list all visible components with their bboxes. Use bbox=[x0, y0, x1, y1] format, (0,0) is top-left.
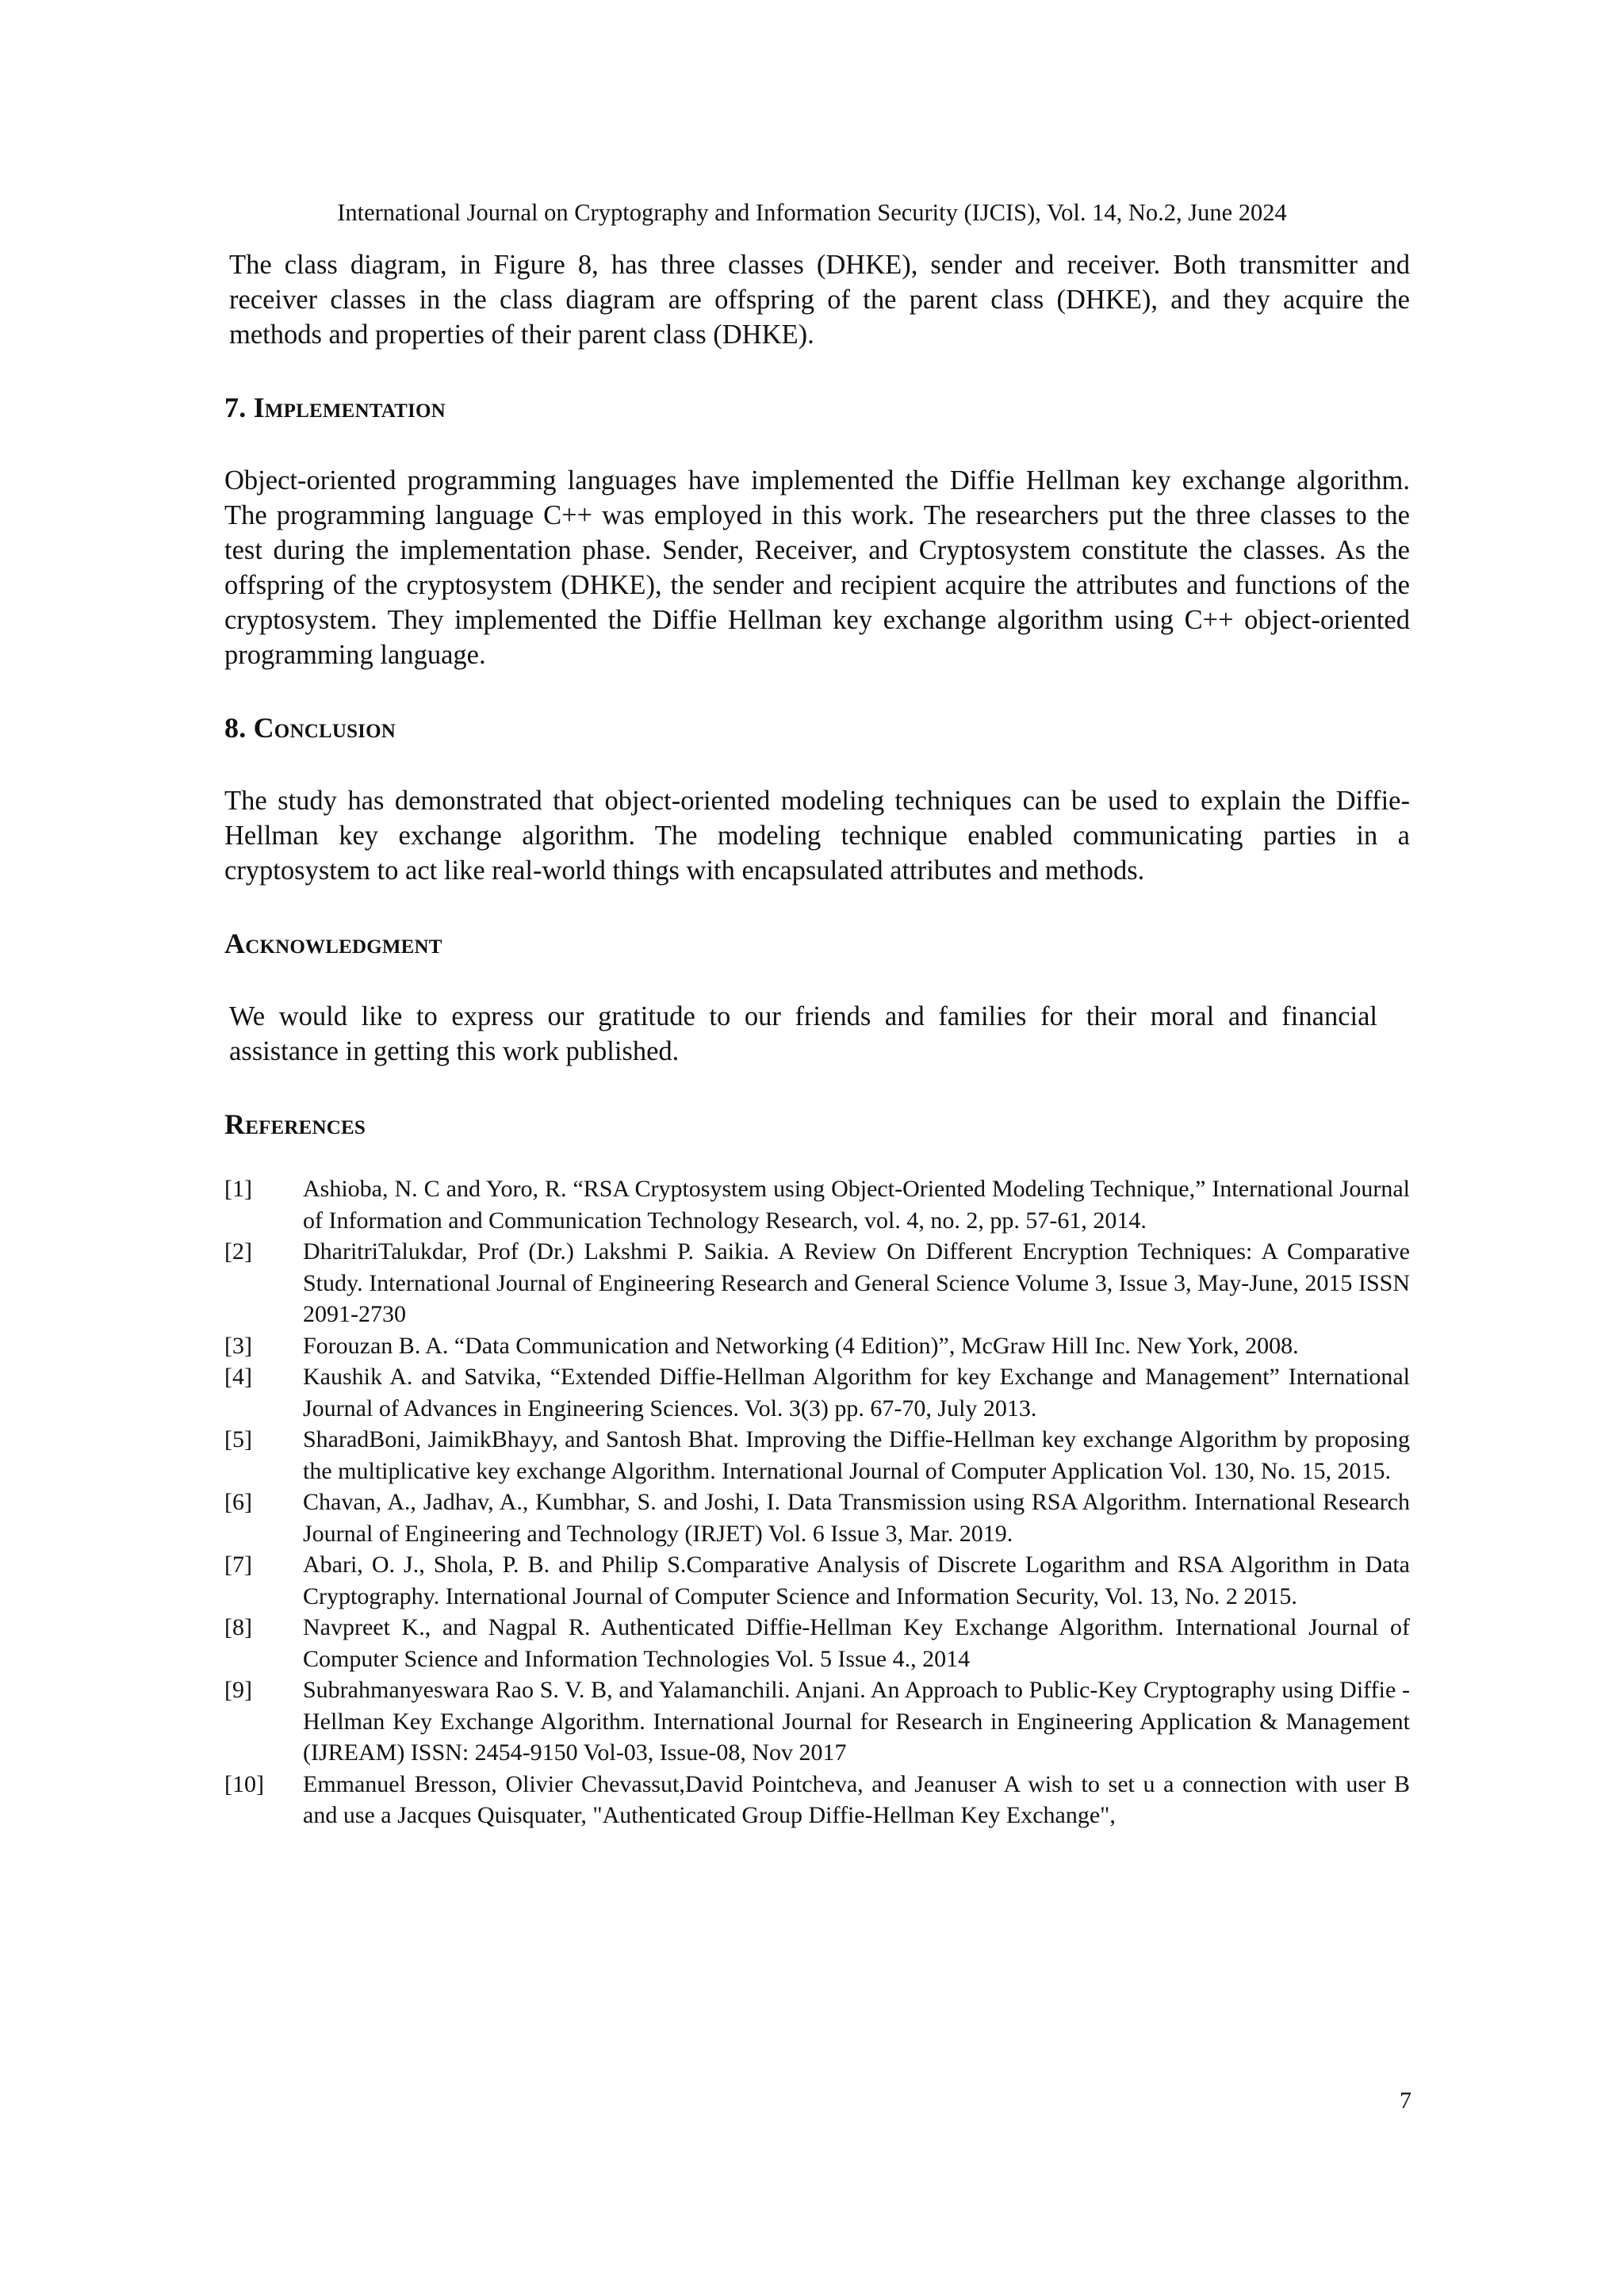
reference-item bbox=[224, 1549, 1410, 1612]
intro-paragraph: The class diagram, in Figure 8, has three classes (DHKE), sender and receiver. Both transmitter and receiver classes in the class diagram are offspring of the parent class (DHKE), and they acquire the methods and properties of their parent class (DHKE). bbox=[229, 250, 1410, 350]
reference-text: Emmanuel Bresson, Olivier Chevassut,David Pointcheva, and Jeanuser A wish to set u a connection with user B and use a Jacques Quisquater, "Authenticated Group Diffie-Hellman Key Exchange", bbox=[303, 1770, 1410, 1828]
reference-list bbox=[224, 1173, 1410, 1831]
reference-number: [5] bbox=[224, 1426, 252, 1452]
reference-text: SharadBoni, JaimikBhayy, and Santosh Bhat. Improving the Diffie-Hellman key exchange Algorithm by proposing the multiplicative key exchange Algorithm. International Journal of Computer Application Vol. 130, No. 15, 2015. bbox=[303, 1426, 1410, 1484]
reference-text: Subrahmanyeswara Rao S. V. B, and Yalamanchili. Anjani. An Approach to Public-Key Cryptography using Diffie - Hellman Key Exchange Algorithm. International Journal for Research in Engineering Application & Management (IJREAM) ISSN: 2454-9150 Vol-03, Issue-08, Nov 2017 bbox=[303, 1677, 1410, 1766]
reference-text: Navpreet K., and Nagpal R. Authenticated Diffie-Hellman Key Exchange Algorithm. International Journal of Computer Science and Information Technologies Vol. 5 Issue 4., 2014 bbox=[303, 1614, 1410, 1672]
acknowledgment-paragraph: We would like to express our gratitude to our friends and families for their moral and financial assistance in getting this work published. bbox=[229, 1001, 1377, 1066]
reference-item bbox=[224, 1487, 1410, 1549]
reference-item bbox=[224, 1173, 1410, 1236]
implementation-paragraph: Object-oriented programming languages have implemented the Diffie Hellman key exchange algorithm. The programming language C++ was employed in this work. The researchers put the three classes to the test during the implementation phase. Sender, Receiver, and Cryptosystem constitute the classes. As the offspring of the cryptosystem (DHKE), the sender and recipient acquire the attributes and functions of the cryptosystem. They implemented the Diffie Hellman key exchange algorithm using C++ object-oriented programming language. bbox=[224, 465, 1410, 670]
running-header: International Journal on Cryptography and Information Security (IJCIS), Vol. 14, No.2, June 2024 bbox=[337, 199, 1287, 226]
section-heading-conclusion: 8. Conclusion bbox=[224, 712, 396, 744]
conclusion-paragraph: The study has demonstrated that object-oriented modeling techniques can be used to explain the Diffie-Hellman key exchange algorithm. The modeling technique enabled communicating parties in a cryptosystem to act like real-world things with encapsulated attributes and methods. bbox=[224, 786, 1410, 886]
reference-number: [7] bbox=[224, 1552, 252, 1578]
reference-item bbox=[224, 1361, 1410, 1424]
section-heading-acknowledgment: Acknowledgment bbox=[224, 928, 442, 959]
reference-text: Abari, O. J., Shola, P. B. and Philip S.Comparative Analysis of Discrete Logarithm and RSA Algorithm in Data Cryptography. International Journal of Computer Science and Information Security, Vol. 13, No. 2 2015. bbox=[303, 1552, 1410, 1609]
reference-text: Forouzan B. A. “Data Communication and Networking (4 Edition)”, McGraw Hill Inc. New York, 2008. bbox=[303, 1332, 1299, 1359]
page-number: 7 bbox=[1400, 2087, 1411, 2114]
section-heading-references: References bbox=[224, 1108, 366, 1140]
page-content bbox=[224, 247, 1410, 1831]
reference-item bbox=[224, 1236, 1410, 1330]
reference-item bbox=[224, 1612, 1410, 1674]
reference-item bbox=[224, 1330, 1410, 1362]
section-heading-implementation: 7. Implementation bbox=[224, 392, 446, 423]
reference-item bbox=[224, 1674, 1410, 1769]
reference-number: [3] bbox=[224, 1332, 252, 1359]
reference-text: DharitriTalukdar, Prof (Dr.) Lakshmi P. Saikia. A Review On Different Encryption Techniques: A Comparative Study. International Journal of Engineering Research and General Science Volume 3, Issue 3, May-June, 2015 ISSN 2091-2730 bbox=[303, 1238, 1410, 1327]
reference-number: [4] bbox=[224, 1364, 252, 1390]
reference-text: Kaushik A. and Satvika, “Extended Diffie-Hellman Algorithm for key Exchange and Management” International Journal of Advances in Engineering Sciences. Vol. 3(3) pp. 67-70, July 2013. bbox=[303, 1364, 1410, 1422]
reference-number: [9] bbox=[224, 1677, 252, 1703]
reference-item bbox=[224, 1769, 1410, 1831]
reference-number: [2] bbox=[224, 1238, 252, 1265]
reference-number: [8] bbox=[224, 1614, 252, 1640]
reference-number: [1] bbox=[224, 1176, 252, 1202]
reference-number: [6] bbox=[224, 1489, 252, 1515]
reference-text: Ashioba, N. C and Yoro, R. “RSA Cryptosystem using Object-Oriented Modeling Technique,” International Journal of Information and Communication Technology Research, vol. 4, no. 2, pp. 57-61, 2014. bbox=[303, 1176, 1410, 1234]
reference-number: [10] bbox=[224, 1770, 264, 1797]
reference-item bbox=[224, 1424, 1410, 1487]
reference-text: Chavan, A., Jadhav, A., Kumbhar, S. and Joshi, I. Data Transmission using RSA Algorithm. International Research Journal of Engineering and Technology (IRJET) Vol. 6 Issue 3, Mar. 2019. bbox=[303, 1489, 1410, 1547]
